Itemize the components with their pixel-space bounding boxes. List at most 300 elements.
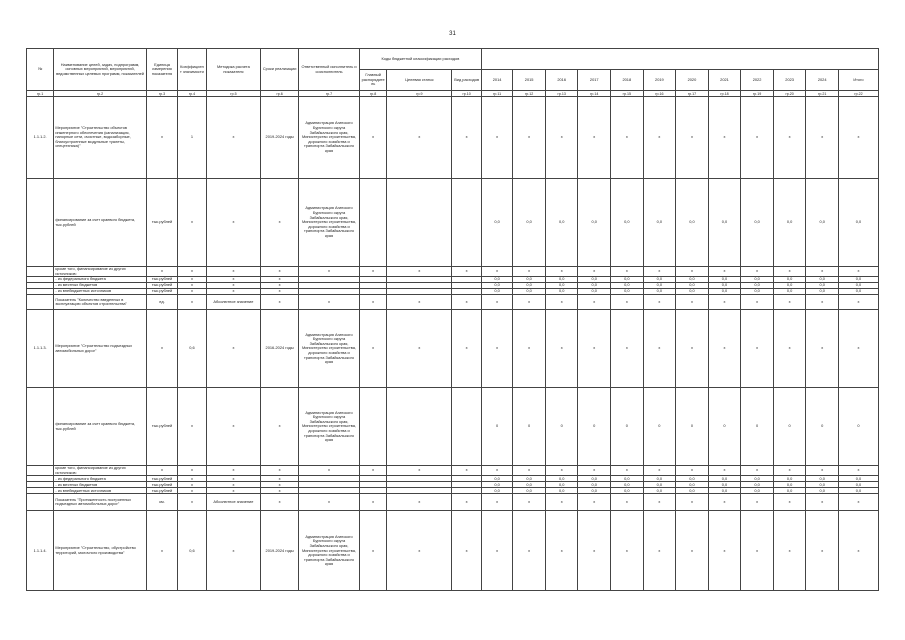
cell-coef: х bbox=[178, 494, 206, 511]
cell-unit: тыс.рублей bbox=[146, 179, 178, 267]
cell-year-value: 0,0 bbox=[741, 283, 774, 289]
cell-year-value: 0,0 bbox=[676, 179, 709, 267]
cell-year-value: 0,0 bbox=[741, 179, 774, 267]
cell-coef: 1 bbox=[178, 97, 206, 179]
table-row bbox=[27, 511, 879, 591]
table-row bbox=[27, 97, 879, 179]
header-expense-type: Вид расходов bbox=[452, 70, 481, 91]
table-row bbox=[27, 388, 879, 466]
header-total: Итого bbox=[838, 70, 878, 91]
cell-responsible: х bbox=[299, 494, 360, 511]
cell-year-value: х bbox=[741, 310, 774, 388]
cell-coef: х bbox=[178, 267, 206, 277]
cell-year-value: 0,0 bbox=[676, 277, 709, 283]
table-row bbox=[27, 179, 879, 267]
cell-num bbox=[27, 388, 54, 466]
header-years-blank bbox=[481, 49, 878, 70]
cell-year-value: 0,0 bbox=[708, 179, 741, 267]
column-number: гр.21 bbox=[806, 91, 839, 97]
table-row bbox=[27, 466, 879, 476]
cell-year-value: 0,0 bbox=[578, 482, 611, 488]
cell-year-value: 0 bbox=[481, 388, 513, 466]
cell-year-value: 0,0 bbox=[545, 488, 578, 494]
header-period: Сроки реализации bbox=[261, 49, 299, 91]
cell-coef: х bbox=[178, 388, 206, 466]
cell-year-value: х bbox=[545, 494, 578, 511]
cell-num: 1.1.1.4. bbox=[27, 511, 54, 591]
cell-unit: тыс.рублей bbox=[146, 277, 178, 283]
cell-total: 0,0 bbox=[838, 277, 878, 283]
cell-year-value: х bbox=[578, 97, 611, 179]
cell-expense-type: х bbox=[452, 466, 481, 476]
cell-year-value: 0 bbox=[773, 388, 806, 466]
cell-unit: х bbox=[146, 511, 178, 591]
cell-num bbox=[27, 267, 54, 277]
cell-method: Абсолютное значение bbox=[206, 494, 261, 511]
cell-gl-distributor bbox=[359, 388, 386, 466]
cell-year-value: х bbox=[741, 511, 774, 591]
header-year: 2018 bbox=[611, 70, 644, 91]
cell-expense-type: х bbox=[452, 267, 481, 277]
cell-num bbox=[27, 295, 54, 310]
cell-expense-type bbox=[452, 179, 481, 267]
cell-year-value: 0,0 bbox=[578, 488, 611, 494]
cell-year-value: х bbox=[676, 466, 709, 476]
cell-year-value: 0,0 bbox=[773, 289, 806, 295]
header-year: 2015 bbox=[513, 70, 546, 91]
cell-period: 2019-2024 годы bbox=[261, 97, 299, 179]
column-number: гр.20 bbox=[773, 91, 806, 97]
cell-target-article: х bbox=[387, 310, 452, 388]
cell-expense-type: х bbox=[452, 511, 481, 591]
cell-year-value: х bbox=[741, 295, 774, 310]
cell-name: Мероприятие "Строительство подъездных автомобильных дорог" bbox=[54, 310, 146, 388]
cell-year-value: 0,0 bbox=[513, 277, 546, 283]
cell-year-value: 0 bbox=[676, 388, 709, 466]
cell-period: х bbox=[261, 289, 299, 295]
cell-year-value: х bbox=[676, 97, 709, 179]
cell-coef: х bbox=[178, 295, 206, 310]
cell-year-value: х bbox=[611, 267, 644, 277]
cell-year-value: 0,0 bbox=[708, 277, 741, 283]
cell-year-value: х bbox=[708, 295, 741, 310]
cell-target-article: х bbox=[387, 466, 452, 476]
cell-year-value: 0,0 bbox=[741, 277, 774, 283]
cell-year-value: 0,0 bbox=[481, 476, 513, 482]
cell-total: 0 bbox=[838, 388, 878, 466]
cell-unit: ед. bbox=[146, 295, 178, 310]
table-row bbox=[27, 494, 879, 511]
cell-period: х bbox=[261, 179, 299, 267]
cell-year-value: х bbox=[643, 267, 676, 277]
column-number: гр.5 bbox=[206, 91, 261, 97]
column-number: гр.11 bbox=[481, 91, 513, 97]
cell-year-value: х bbox=[578, 295, 611, 310]
cell-unit: тыс.рублей bbox=[146, 289, 178, 295]
cell-total: 0,0 bbox=[838, 283, 878, 289]
cell-year-value: 0,0 bbox=[676, 482, 709, 488]
cell-unit: км. bbox=[146, 494, 178, 511]
cell-year-value: х bbox=[481, 511, 513, 591]
cell-name: Мероприятие "Строительство объектов инженерного обеспечения (канализация, напорные сети, очистные, водозаборные, благоустроенные модульные туалеты, спецтехника)" bbox=[54, 97, 146, 179]
cell-year-value: х bbox=[806, 511, 839, 591]
cell-year-value: х bbox=[806, 97, 839, 179]
cell-total: 0,0 bbox=[838, 482, 878, 488]
cell-year-value: 0,0 bbox=[676, 488, 709, 494]
cell-year-value: х bbox=[513, 97, 546, 179]
cell-year-value: 0,0 bbox=[513, 476, 546, 482]
cell-year-value: х bbox=[643, 466, 676, 476]
cell-year-value: 0 bbox=[513, 388, 546, 466]
cell-unit: тыс.рублей bbox=[146, 388, 178, 466]
column-number: гр.1 bbox=[27, 91, 54, 97]
cell-period: х bbox=[261, 267, 299, 277]
header-name: Наименование целей, задач, подпрограмм, основных мероприятий, мероприятий, ведомственных целевых программ, показателей bbox=[54, 49, 146, 91]
cell-year-value: х bbox=[773, 494, 806, 511]
cell-period: х bbox=[261, 277, 299, 283]
cell-year-value: 0,0 bbox=[806, 488, 839, 494]
column-number: гр.2 bbox=[54, 91, 146, 97]
cell-gl-distributor: х bbox=[359, 97, 386, 179]
cell-num: 1.1.1.2. bbox=[27, 97, 54, 179]
page-number: 31 bbox=[449, 31, 456, 37]
column-number: гр.10 bbox=[452, 91, 481, 97]
cell-name: финансирование за счет краевого бюджета, тыс.рублей bbox=[54, 179, 146, 267]
cell-target-article: х bbox=[387, 295, 452, 310]
header-year: 2024 bbox=[806, 70, 839, 91]
cell-year-value: х bbox=[578, 466, 611, 476]
header-year: 2023 bbox=[773, 70, 806, 91]
cell-unit: тыс.рублей bbox=[146, 482, 178, 488]
cell-period: х bbox=[261, 295, 299, 310]
cell-year-value: х bbox=[545, 97, 578, 179]
cell-year-value: 0,0 bbox=[708, 476, 741, 482]
cell-year-value: 0,0 bbox=[708, 289, 741, 295]
cell-method: х bbox=[206, 277, 261, 283]
cell-num bbox=[27, 466, 54, 476]
cell-year-value: х bbox=[578, 267, 611, 277]
cell-year-value: 0,0 bbox=[611, 283, 644, 289]
column-number: гр.13 bbox=[545, 91, 578, 97]
cell-year-value: 0 bbox=[578, 388, 611, 466]
cell-gl-distributor: х bbox=[359, 466, 386, 476]
cell-gl-distributor: х bbox=[359, 494, 386, 511]
cell-year-value: 0,0 bbox=[611, 476, 644, 482]
cell-name: - из местных бюджетов bbox=[54, 482, 146, 488]
cell-period: х bbox=[261, 388, 299, 466]
header-coef: Коэффициент значимости bbox=[178, 49, 206, 91]
cell-year-value: 0,0 bbox=[481, 283, 513, 289]
cell-unit: тыс.рублей bbox=[146, 283, 178, 289]
cell-coef: х bbox=[178, 482, 206, 488]
cell-year-value: 0,0 bbox=[643, 277, 676, 283]
cell-year-value: 0,0 bbox=[611, 482, 644, 488]
cell-target-article: х bbox=[387, 97, 452, 179]
cell-year-value: х bbox=[481, 267, 513, 277]
column-number: гр.14 bbox=[578, 91, 611, 97]
cell-year-value: х bbox=[806, 310, 839, 388]
cell-year-value: 0,0 bbox=[545, 289, 578, 295]
cell-method: х bbox=[206, 388, 261, 466]
cell-period: х bbox=[261, 482, 299, 488]
cell-year-value: 0,0 bbox=[806, 283, 839, 289]
cell-year-value: 0 bbox=[611, 388, 644, 466]
cell-year-value: 0,0 bbox=[545, 482, 578, 488]
cell-year-value: 0,0 bbox=[741, 482, 774, 488]
cell-method: х bbox=[206, 511, 261, 591]
cell-year-value: х bbox=[545, 466, 578, 476]
cell-coef: х bbox=[178, 488, 206, 494]
cell-gl-distributor: х bbox=[359, 511, 386, 591]
cell-year-value: 0,0 bbox=[481, 277, 513, 283]
cell-name: - из федерального бюджета bbox=[54, 277, 146, 283]
table-row bbox=[27, 267, 879, 277]
cell-name: - из внебюджетных источников bbox=[54, 488, 146, 494]
cell-year-value: х bbox=[481, 466, 513, 476]
cell-year-value: 0,0 bbox=[481, 482, 513, 488]
column-number: гр.17 bbox=[676, 91, 709, 97]
cell-year-value: х bbox=[806, 494, 839, 511]
cell-year-value: х bbox=[708, 494, 741, 511]
header-year: 2017 bbox=[578, 70, 611, 91]
cell-year-value: х bbox=[708, 310, 741, 388]
cell-year-value: 0,0 bbox=[741, 289, 774, 295]
cell-num bbox=[27, 179, 54, 267]
cell-responsible: х bbox=[299, 466, 360, 476]
cell-year-value: х bbox=[611, 97, 644, 179]
cell-method: Абсолютное значение bbox=[206, 295, 261, 310]
cell-year-value: 0 bbox=[708, 388, 741, 466]
column-number: гр.16 bbox=[643, 91, 676, 97]
cell-year-value: 0,0 bbox=[643, 283, 676, 289]
column-number: гр.15 bbox=[611, 91, 644, 97]
cell-gl-distributor: х bbox=[359, 267, 386, 277]
cell-year-value: х bbox=[578, 511, 611, 591]
cell-year-value: х bbox=[676, 295, 709, 310]
cell-unit: х bbox=[146, 267, 178, 277]
header-num: № bbox=[27, 49, 54, 91]
cell-num bbox=[27, 494, 54, 511]
cell-total: х bbox=[838, 295, 878, 310]
cell-year-value: х bbox=[611, 295, 644, 310]
cell-year-value: х bbox=[513, 295, 546, 310]
cell-year-value: 0,0 bbox=[481, 289, 513, 295]
table-body bbox=[27, 97, 879, 591]
cell-year-value: х bbox=[643, 310, 676, 388]
header-gl-distributor: Главный распорядитель bbox=[359, 70, 386, 91]
cell-responsible: Администрация Агинского Бурятского округа Забайкальского края, Министерство строительства, дорожного хозяйства и транспорта Забайкальского края bbox=[299, 511, 360, 591]
cell-year-value: х bbox=[643, 97, 676, 179]
cell-year-value: 0,0 bbox=[481, 488, 513, 494]
header-responsible: Ответственный исполнитель и соисполнитель bbox=[299, 49, 360, 91]
cell-year-value: х bbox=[676, 310, 709, 388]
table-header bbox=[27, 49, 879, 97]
header-target-article: Целевая статья bbox=[387, 70, 452, 91]
cell-year-value: 0,0 bbox=[676, 289, 709, 295]
cell-year-value: 0,0 bbox=[513, 283, 546, 289]
cell-year-value: 0,0 bbox=[708, 283, 741, 289]
cell-year-value: 0,0 bbox=[806, 277, 839, 283]
cell-responsible: Администрация Агинского Бурятского округа Забайкальского края, Министерство строительства, дорожного хозяйства и транспорта Забайкальского края bbox=[299, 310, 360, 388]
cell-total: х bbox=[838, 97, 878, 179]
cell-year-value: х bbox=[611, 310, 644, 388]
cell-year-value: 0,0 bbox=[741, 476, 774, 482]
cell-method: х bbox=[206, 283, 261, 289]
cell-coef: 0,6 bbox=[178, 511, 206, 591]
cell-name: - из внебюджетных источников bbox=[54, 289, 146, 295]
cell-method: х bbox=[206, 179, 261, 267]
cell-year-value: 0,0 bbox=[643, 476, 676, 482]
cell-year-value: 0,0 bbox=[806, 179, 839, 267]
cell-year-value: х bbox=[708, 267, 741, 277]
cell-name: кроме того, финансирование из других источников: bbox=[54, 267, 146, 277]
cell-year-value: х bbox=[643, 511, 676, 591]
cell-year-value: х bbox=[481, 494, 513, 511]
cell-expense-type: х bbox=[452, 310, 481, 388]
cell-year-value: х bbox=[708, 97, 741, 179]
cell-method: х bbox=[206, 482, 261, 488]
column-number: гр.3 bbox=[146, 91, 178, 97]
cell-total: х bbox=[838, 310, 878, 388]
cell-year-value: х bbox=[545, 295, 578, 310]
cell-responsible: х bbox=[299, 295, 360, 310]
cell-name: Показатель "Протяженность построенных подъездных автомобильных дорог" bbox=[54, 494, 146, 511]
cell-year-value: 0 bbox=[643, 388, 676, 466]
table-row bbox=[27, 295, 879, 310]
cell-num: 1.1.1.3. bbox=[27, 310, 54, 388]
cell-method: х bbox=[206, 267, 261, 277]
cell-coef: х bbox=[178, 277, 206, 283]
cell-unit: х bbox=[146, 310, 178, 388]
cell-year-value: 0,0 bbox=[611, 488, 644, 494]
cell-year-value: х bbox=[806, 466, 839, 476]
cell-total: х bbox=[838, 511, 878, 591]
cell-year-value: х bbox=[481, 295, 513, 310]
cell-gl-distributor: х bbox=[359, 310, 386, 388]
cell-method: х bbox=[206, 310, 261, 388]
column-number: гр.7 bbox=[299, 91, 360, 97]
cell-year-value: 0,0 bbox=[513, 488, 546, 494]
cell-method: х bbox=[206, 97, 261, 179]
cell-year-value: 0,0 bbox=[773, 476, 806, 482]
cell-year-value: х bbox=[773, 295, 806, 310]
cell-year-value: х bbox=[806, 295, 839, 310]
cell-gl-distributor: х bbox=[359, 295, 386, 310]
cell-name: финансирование за счет краевого бюджета, тыс.рублей bbox=[54, 388, 146, 466]
cell-year-value: 0,0 bbox=[708, 488, 741, 494]
cell-period: х bbox=[261, 476, 299, 482]
cell-year-value: 0,0 bbox=[545, 283, 578, 289]
cell-year-value: х bbox=[676, 267, 709, 277]
cell-responsible: Администрация Агинского Бурятского округа Забайкальского края, Министерство строительства, дорожного хозяйства и транспорта Забайкальского края bbox=[299, 97, 360, 179]
header-year: 2022 bbox=[741, 70, 774, 91]
cell-method: х bbox=[206, 476, 261, 482]
column-number: гр.19 bbox=[741, 91, 774, 97]
cell-period: х bbox=[261, 494, 299, 511]
cell-target-article bbox=[387, 388, 452, 466]
cell-year-value: х bbox=[513, 310, 546, 388]
cell-year-value: 0,0 bbox=[643, 289, 676, 295]
program-table bbox=[26, 48, 879, 591]
cell-year-value: х bbox=[545, 267, 578, 277]
cell-year-value: 0,0 bbox=[611, 289, 644, 295]
cell-year-value: 0,0 bbox=[806, 476, 839, 482]
cell-year-value: х bbox=[708, 466, 741, 476]
cell-year-value: 0,0 bbox=[676, 476, 709, 482]
cell-total: 0,0 bbox=[838, 289, 878, 295]
cell-responsible: х bbox=[299, 267, 360, 277]
cell-unit: тыс.рублей bbox=[146, 476, 178, 482]
cell-year-value: 0,0 bbox=[806, 289, 839, 295]
cell-year-value: 0,0 bbox=[643, 179, 676, 267]
cell-year-value: 0,0 bbox=[481, 179, 513, 267]
cell-year-value: 0 bbox=[545, 388, 578, 466]
cell-responsible: Администрация Агинского Бурятского округа Забайкальского края, Министерство строительства, дорожного хозяйства и транспорта Забайкальского края bbox=[299, 179, 360, 267]
cell-year-value: 0,0 bbox=[513, 289, 546, 295]
cell-year-value: 0,0 bbox=[578, 476, 611, 482]
cell-method: х bbox=[206, 289, 261, 295]
cell-year-value: 0,0 bbox=[578, 179, 611, 267]
cell-year-value: х bbox=[513, 494, 546, 511]
column-number: гр.4 bbox=[178, 91, 206, 97]
cell-period: 2016-2024 годы bbox=[261, 310, 299, 388]
cell-year-value: 0,0 bbox=[773, 482, 806, 488]
column-number: гр.6 bbox=[261, 91, 299, 97]
cell-year-value: 0,0 bbox=[773, 179, 806, 267]
cell-coef: х bbox=[178, 179, 206, 267]
cell-unit: х bbox=[146, 97, 178, 179]
cell-name: кроме того, финансирование из других источников: bbox=[54, 466, 146, 476]
cell-year-value: х bbox=[481, 97, 513, 179]
cell-total: х bbox=[838, 466, 878, 476]
cell-coef: 0,6 bbox=[178, 310, 206, 388]
cell-coef: х bbox=[178, 466, 206, 476]
cell-year-value: 0,0 bbox=[545, 476, 578, 482]
header-year: 2020 bbox=[676, 70, 709, 91]
column-number: гр.12 bbox=[513, 91, 546, 97]
cell-year-value: 0,0 bbox=[545, 179, 578, 267]
cell-year-value: х bbox=[741, 494, 774, 511]
column-number: гр.18 bbox=[708, 91, 741, 97]
cell-year-value: 0 bbox=[741, 388, 774, 466]
cell-year-value: 0,0 bbox=[545, 277, 578, 283]
cell-year-value: 0,0 bbox=[513, 179, 546, 267]
cell-year-value: 0 bbox=[806, 388, 839, 466]
cell-year-value: х bbox=[545, 310, 578, 388]
header-method: Методика расчета показателя bbox=[206, 49, 261, 91]
cell-gl-distributor bbox=[359, 179, 386, 267]
cell-expense-type: х bbox=[452, 97, 481, 179]
header-year: 2016 bbox=[545, 70, 578, 91]
cell-year-value: 0,0 bbox=[773, 488, 806, 494]
cell-total: 0,0 bbox=[838, 476, 878, 482]
cell-name: Показатель "Количество введенных в эксплуатацию объектов строительства" bbox=[54, 295, 146, 310]
cell-coef: х bbox=[178, 476, 206, 482]
cell-total: х bbox=[838, 267, 878, 277]
column-number: гр.8 bbox=[359, 91, 386, 97]
cell-year-value: х bbox=[611, 494, 644, 511]
cell-year-value: х bbox=[578, 494, 611, 511]
header-budget-codes: Коды бюджетной классификации расходов bbox=[359, 49, 481, 70]
cell-year-value: х bbox=[611, 466, 644, 476]
cell-year-value: х bbox=[741, 267, 774, 277]
cell-year-value: х bbox=[611, 511, 644, 591]
cell-year-value: х bbox=[513, 267, 546, 277]
cell-expense-type: х bbox=[452, 494, 481, 511]
cell-expense-type bbox=[452, 388, 481, 466]
cell-year-value: 0,0 bbox=[806, 482, 839, 488]
cell-period: х bbox=[261, 466, 299, 476]
